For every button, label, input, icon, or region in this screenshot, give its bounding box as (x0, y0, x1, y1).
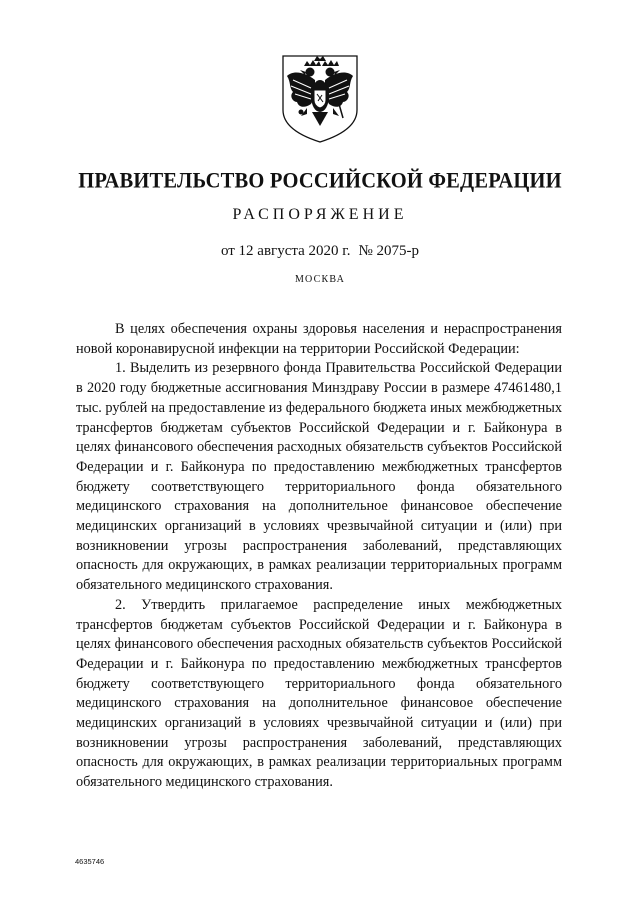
document-body (76, 320, 562, 793)
document-number: № 2075-р (358, 243, 420, 259)
russian-coat-of-arms-icon (277, 52, 363, 144)
city: МОСКВА (294, 274, 346, 285)
date-line (0, 243, 640, 260)
organization-title: ПРАВИТЕЛЬСТВО РОССИЙСКОЙ ФЕДЕРАЦИИ (78, 169, 562, 193)
document-date: от 12 августа 2020 г. (220, 243, 351, 259)
document-type: РАСПОРЯЖЕНИЕ (232, 206, 408, 223)
preamble-paragraph: В целях обеспечения охраны здоровья населения и нераспространения новой коронавирусной инфекции на территории Российской Федерации: (76, 321, 562, 357)
item-2-paragraph: 2. Утвердить прилагаемое распределение иных межбюджетных трансфертов бюджетам субъектов Российской Федерации и г. Байконура в целях финансового обеспечения расходных обязательств субъектов Российской Федерации и г. Байконура по предоставлению межбюджетных трансфертов бюджету соответствующего территориального фонда обязательного медицинского страхования на дополнительное финансовое обеспечение медицинских организаций в условиях чрезвычайной ситуации и (или) при возникновении угрозы распространения заболеваний, представляющих опасность для окружающих, в рамках реализации территориальных программ обязательного медицинского страхования. (76, 596, 562, 791)
footer-document-code: 4635746 (75, 857, 105, 866)
item-1-paragraph: 1. Выделить из резервного фонда Правительства Российской Федерации в 2020 году бюджетные ассигнования Минздраву России в размере 47461480,1 тыс. рублей на предоставление из федерального бюджета иных межбюджетных трансфертов бюджетам субъектов Российской Федерации и г. Байконура в целях финансового обеспечения расходных обязательств субъектов Российской Федерации и г. Байконура по предоставлению межбюджетных трансфертов бюджету соответствующего территориального фонда обязательного медицинского страхования на дополнительное финансовое обеспечение медицинских организаций в условиях чрезвычайной ситуации и (или) при возникновении угрозы распространения заболеваний, представляющих опасность для окружающих, в рамках реализации территориальных программ обязательного медицинского страхования. (76, 360, 562, 594)
